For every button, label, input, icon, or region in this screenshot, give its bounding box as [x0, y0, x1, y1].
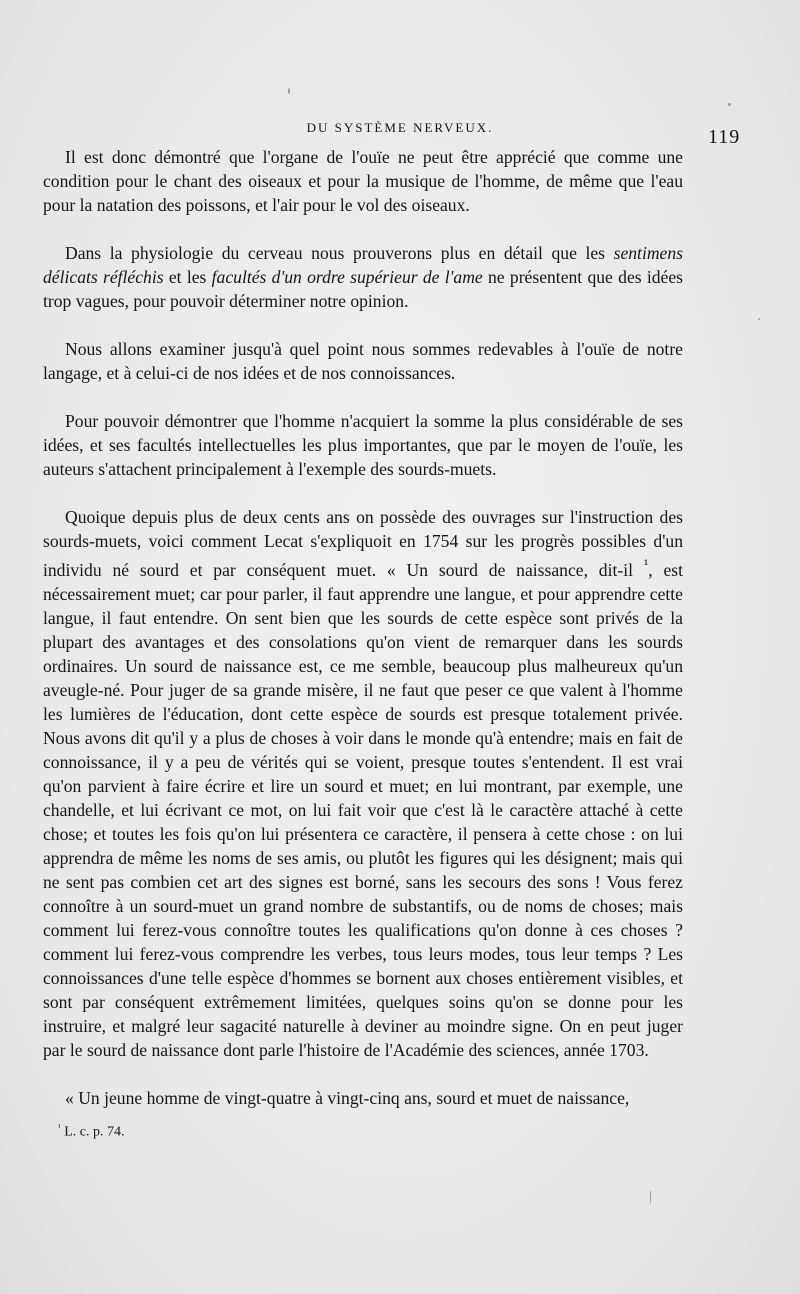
- paragraph-5-text-before: Quoique depuis plus de deux cents ans on possède des ouvrages sur l'instruction des sourds-muets, voici comment Lecat s'expliquoit en 1754 sur les progrès possibles d'un individu né sourd et par conséquent muet. « Un sourd de naissance, dit-il: [43, 507, 683, 580]
- paper-speck: [650, 1190, 651, 1204]
- body-text: [43, 145, 683, 1110]
- paragraph-5: [43, 505, 683, 1062]
- footnote-marker: ¹: [58, 1122, 61, 1132]
- paragraph-2: [43, 241, 683, 313]
- paper-speck: [288, 88, 290, 94]
- paragraph-2-text-mid: et les: [163, 267, 212, 287]
- paragraph-3: Nous allons examiner jusqu'à quel point nous sommes redevables à l'ouïe de notre langage, et à celui-ci de nos idées et de nos connoissances.: [43, 339, 683, 383]
- paragraph-6: « Un jeune homme de vingt-quatre à vingt-cinq ans, sourd et muet de naissance,: [65, 1087, 630, 1108]
- paragraph-2-italic-2: facultés d'un ordre supérieur de l'ame: [211, 267, 483, 287]
- paper-speck: [728, 103, 731, 106]
- paragraph-4: Pour pouvoir démontrer que l'homme n'acquiert la somme la plus considérable de ses idées, et ses facultés intellectuelles les plus importantes, que par le moyen de l'ouïe, les auteurs s'attachent principalement à l'exemple des sourds-muets.: [43, 411, 683, 479]
- paper-speck: [758, 318, 760, 320]
- paragraph-2-text-after: ne présentent que des idées trop vagues, pour pouvoir déterminer notre opinion.: [43, 267, 684, 311]
- paragraph-5-text-after: , est nécessairement muet; car pour parler, il faut apprendre une langue, et pour apprendre cette langue, il faut entendre. On sent bien que les sourds de cette espèce sont privés de la plupart des avantages et des consolations qu'on vient de remarquer dans les sourds ordinaires. Un sourd de naissance est, ce me semble, beaucoup plus malheureux qu'un aveugle-né. Pour juger de sa grande misère, il ne faut que peser ce que valent à l'homme les lumières de l'éducation, dont cette espèce de sourds est presque totalement privée. Nous avons dit qu'il y a plus de choses à voir dans le monde qu'à entendre; mais en fait de connoissance, il y a peu de vérités qui se voient, presque toutes s'entendent. Il est vrai qu'on parvient à faire écrire et lire un sourd et muet; en lui montrant, par exemple, une chandelle, et lui écrivant ce mot, on lui fait voir que c'est là le caractère attaché à cette chose; et toutes les fois qu'on lui présentera ce caractère, il pensera à cette chose : on lui apprendra de même les noms de ses amis, ou plutôt les figures qui les désignent; mais qui ne sent pas combien cet art des signes est borné, sans les secours des sons ! Vous ferez connoître à un sourd-muet un grand nombre de substantifs, ou de noms de choses; mais comment lui ferez-vous connoître toutes les qualifications qu'on donne à ces choses ? comment lui ferez-vous comprendre les verbes, tous leurs modes, tous leur temps ? Les connoissances d'une telle espèce d'hommes se bornent aux choses entièrement visibles, et sont par conséquent extrêmement limitées, quelques soins qu'on se donne pour les instruire, et malgré leur sagacité naturelle à deviner au moindre signe. On en peut juger par le sourd de naissance dont parle l'histoire de l'Académie des sciences, année 1703.: [43, 559, 684, 1060]
- running-head: DU SYSTÈME NERVEUX.: [306, 120, 494, 135]
- footnote-reference: ¹: [643, 557, 649, 573]
- paragraph-1: Il est donc démontré que l'organe de l'ouïe ne peut être apprécié que comme une condition pour le chant des oiseaux et pour la musique de l'homme, de même que l'eau pour la natation des poissons, et l'air pour le vol des oiseaux.: [43, 147, 683, 215]
- footnote: [58, 1122, 124, 1141]
- footnote-text: L. c. p. 74.: [60, 1124, 125, 1140]
- page-number: 119: [708, 126, 741, 148]
- paragraph-2-text-before: Dans la physiologie du cerveau nous prouverons plus en détail que les: [65, 243, 614, 263]
- paragraph-2-italic-1: sentimens délicats réfléchis: [43, 243, 683, 287]
